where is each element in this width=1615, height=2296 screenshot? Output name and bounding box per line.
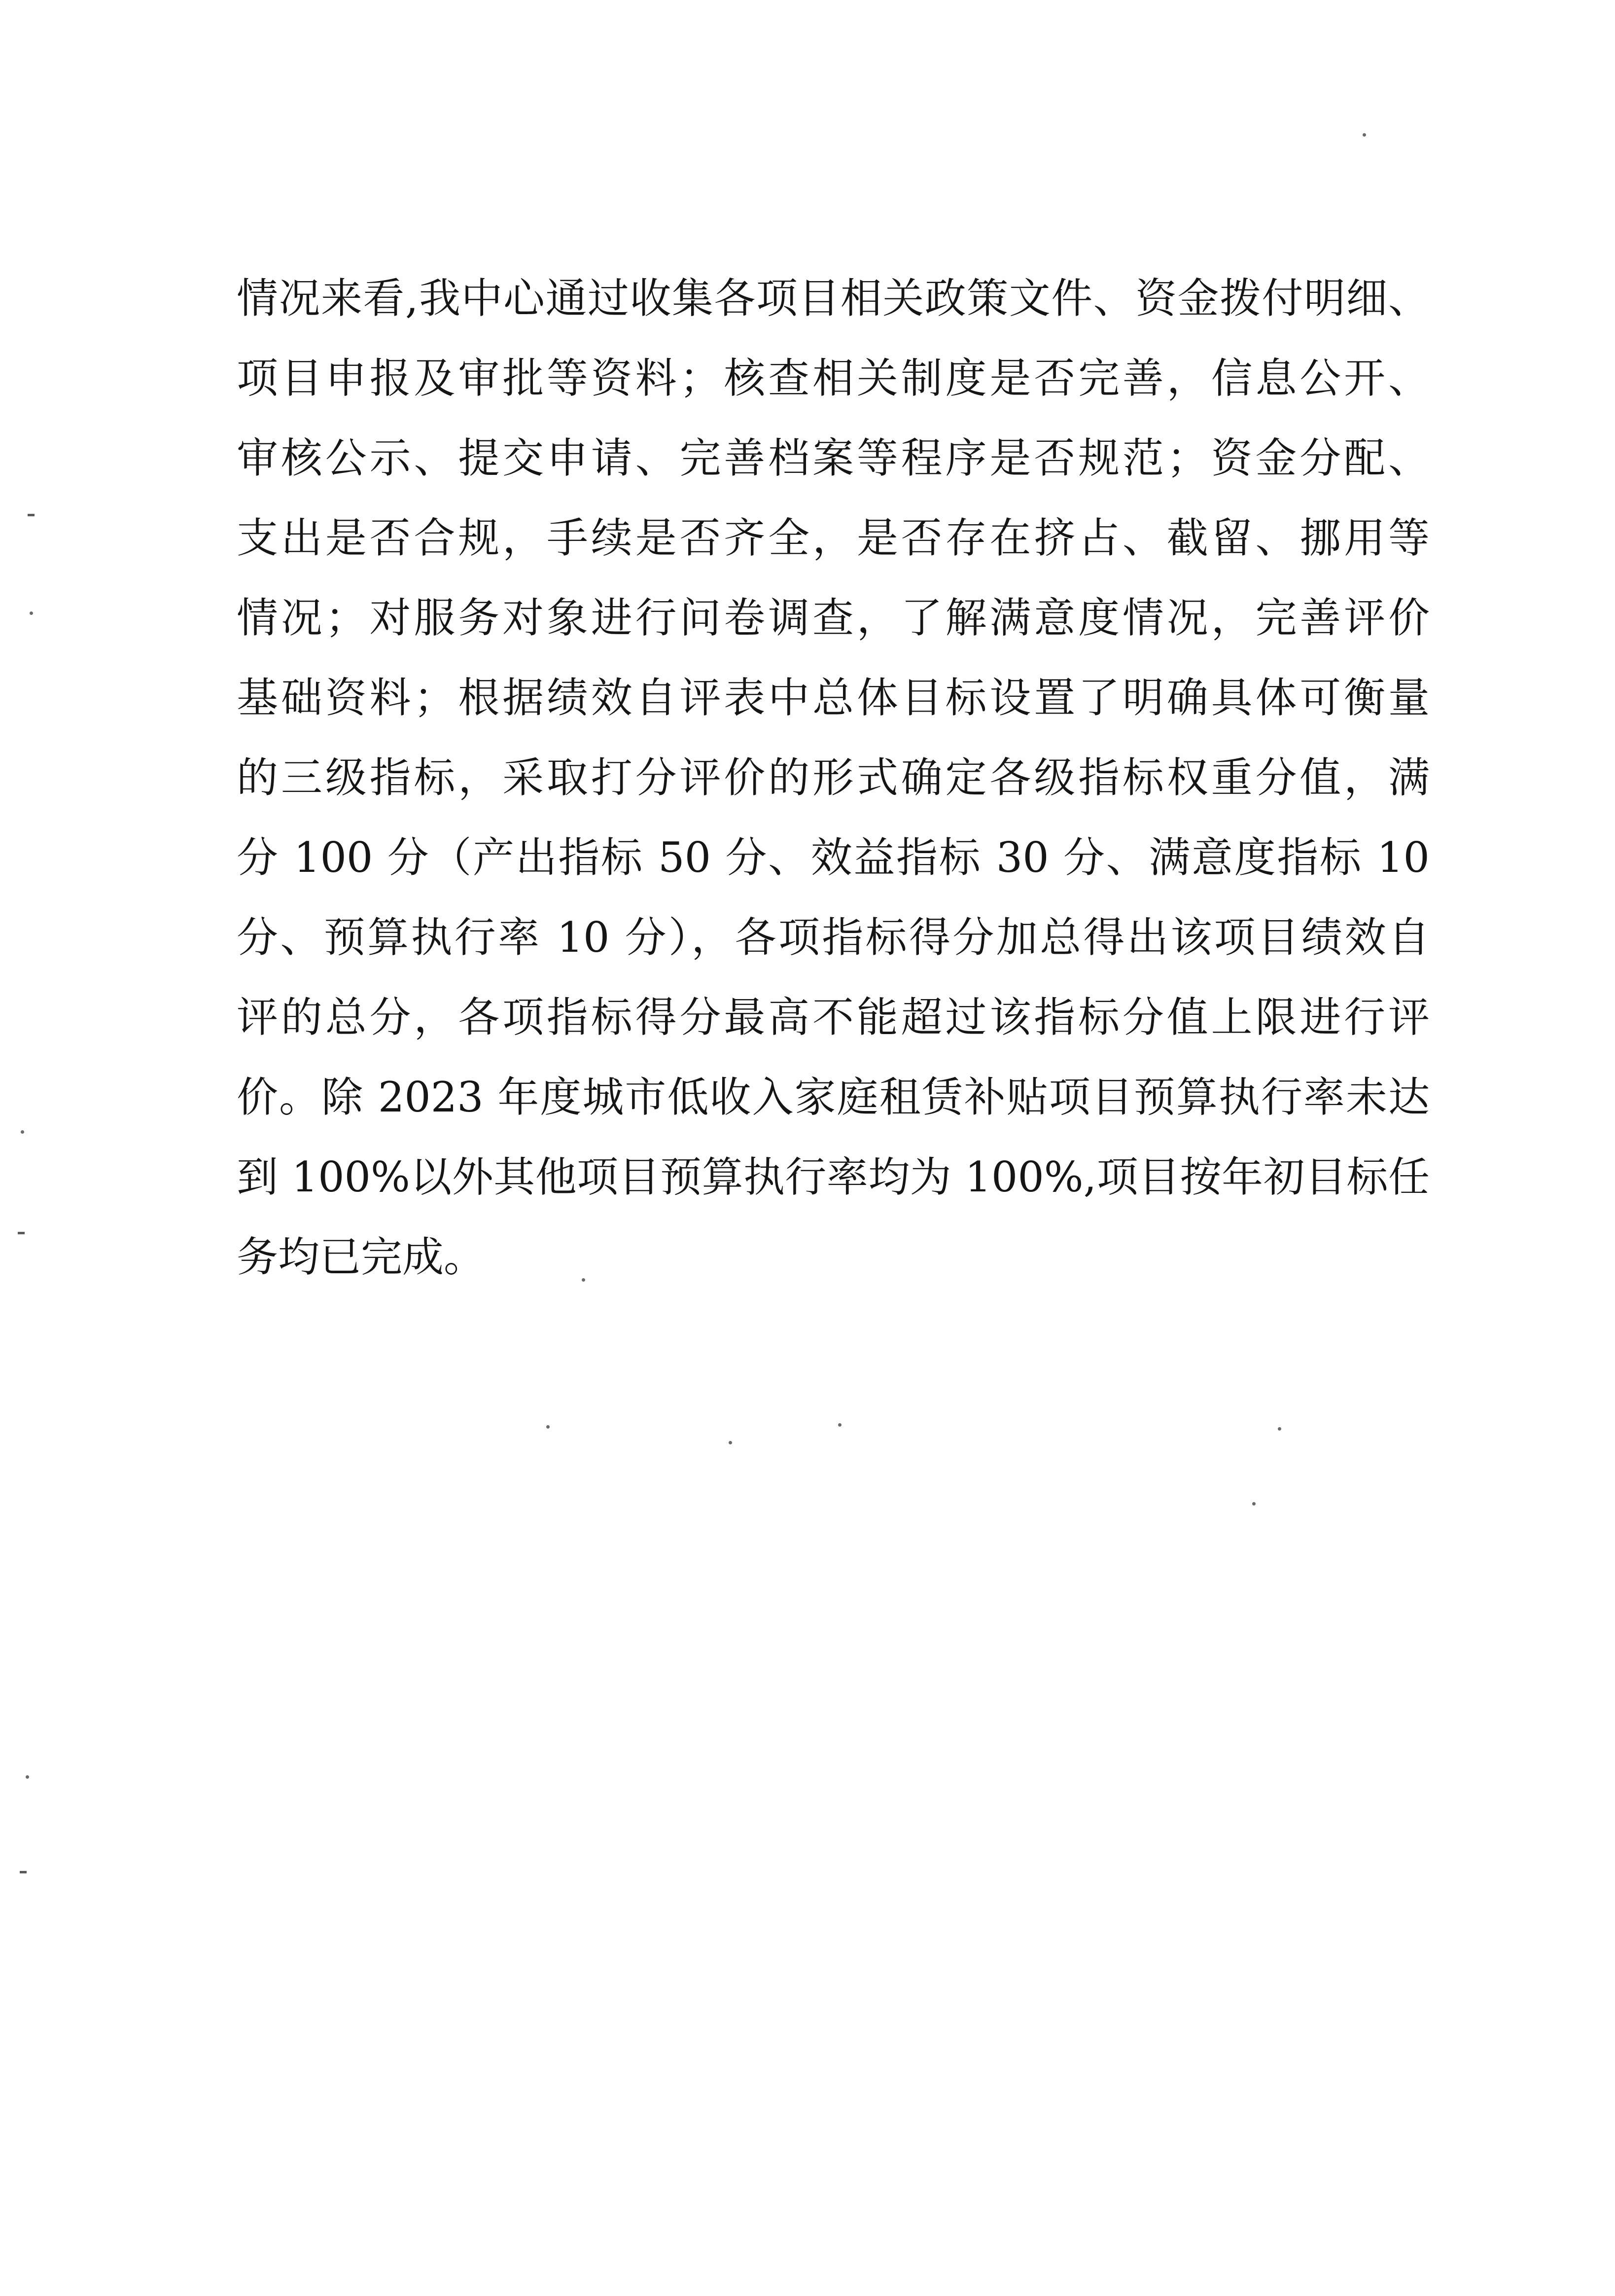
paragraph-line-4: 支出是否合规，手续是否齐全，是否存在挤占、截留、挪用等	[237, 514, 1430, 562]
paragraph-line-12: 到 100%以外其他项目预算执行率均为 100%,项目按年初目标任	[237, 1153, 1430, 1201]
paragraph-line-7: 的三级指标，采取打分评价的形式确定各级指标权重分值，满	[237, 753, 1430, 802]
scan-speck	[30, 611, 33, 615]
scan-speck	[729, 1441, 732, 1444]
paragraph-line-9: 分、预算执行率 10 分），各项指标得分加总得出该项目绩效自	[237, 913, 1430, 962]
scan-speck	[546, 1425, 550, 1429]
paragraph-line-6: 基础资料；根据绩效自评表中总体目标设置了明确具体可衡量	[237, 674, 1430, 722]
scan-speck	[26, 1775, 29, 1779]
paragraph-line-1: 情况来看,我中心通过收集各项目相关政策文件、资金拨付明细、	[237, 274, 1430, 323]
paragraph-line-13: 务均已完成。	[237, 1233, 486, 1281]
paragraph-line-8: 分 100 分（产出指标 50 分、效益指标 30 分、满意度指标 10	[237, 833, 1430, 882]
scan-speck	[1278, 1427, 1281, 1431]
scan-speck	[1252, 1502, 1256, 1506]
paragraph-line-11: 价。除 2023 年度城市低收入家庭租赁补贴项目预算执行率未达	[237, 1073, 1430, 1121]
scan-speck	[1363, 133, 1366, 137]
paragraph-line-2: 项目申报及审批等资料；核查相关制度是否完善，信息公开、	[237, 354, 1430, 402]
scan-speck	[28, 514, 35, 516]
scan-speck	[20, 1871, 27, 1873]
scan-speck	[18, 1232, 25, 1234]
scan-speck	[21, 1130, 24, 1134]
paragraph-line-5: 情况；对服务对象进行问卷调查，了解满意度情况，完善评价	[237, 594, 1430, 642]
scan-speck	[838, 1423, 842, 1427]
scan-speck	[582, 1278, 585, 1282]
paragraph-line-10: 评的总分，各项指标得分最高不能超过该指标分值上限进行评	[237, 993, 1430, 1041]
paragraph-line-3: 审核公示、提交申请、完善档案等程序是否规范；资金分配、	[237, 434, 1430, 482]
body-paragraph	[237, 258, 1430, 1297]
